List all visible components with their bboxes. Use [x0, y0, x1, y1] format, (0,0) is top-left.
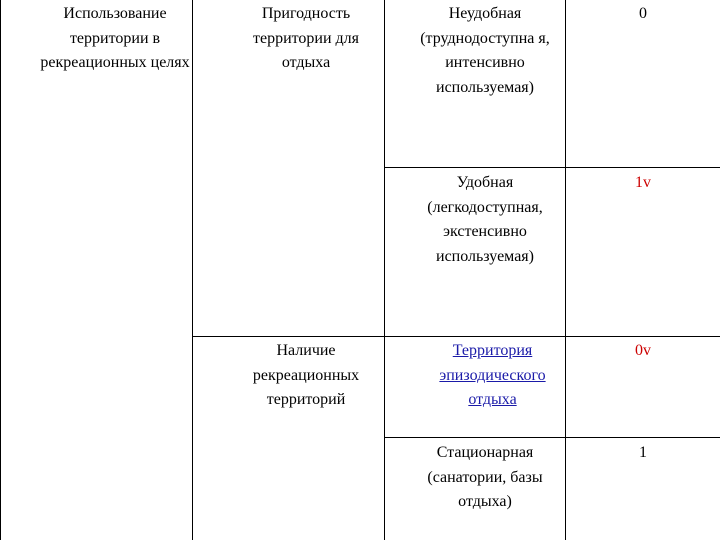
row-divider-1 [384, 167, 720, 168]
column-divider-1 [192, 0, 193, 540]
usage-heading-cell: Использование территории в рекреационных целях [40, 5, 190, 71]
score-cell: 0 [639, 5, 647, 22]
row-divider-2 [192, 336, 720, 337]
convenient-cell: Удобная (легкодоступная, экстенсивно используемая) [427, 174, 543, 265]
episodic-rest-link-cell[interactable] [420, 339, 565, 413]
availability-cell: Наличие рекреационных территорий [252, 342, 360, 408]
score-cell: 1v [635, 174, 651, 191]
table-border-left [0, 0, 1, 540]
suitability-cell: Пригодность территории для отдыха [252, 5, 360, 71]
score-cell: 1 [639, 444, 647, 461]
stationary-cell: Стационарная (санатории, базы отдыха) [427, 444, 543, 510]
column-divider-2 [384, 0, 385, 540]
score-cell: 0v [635, 342, 651, 359]
inconvenient-cell: Неудобная (труднодоступна я, интенсивно используемая) [420, 5, 550, 96]
episodic-rest-link[interactable]: Территория эпизодического отдыха [439, 342, 546, 408]
row-divider-3 [384, 437, 720, 438]
